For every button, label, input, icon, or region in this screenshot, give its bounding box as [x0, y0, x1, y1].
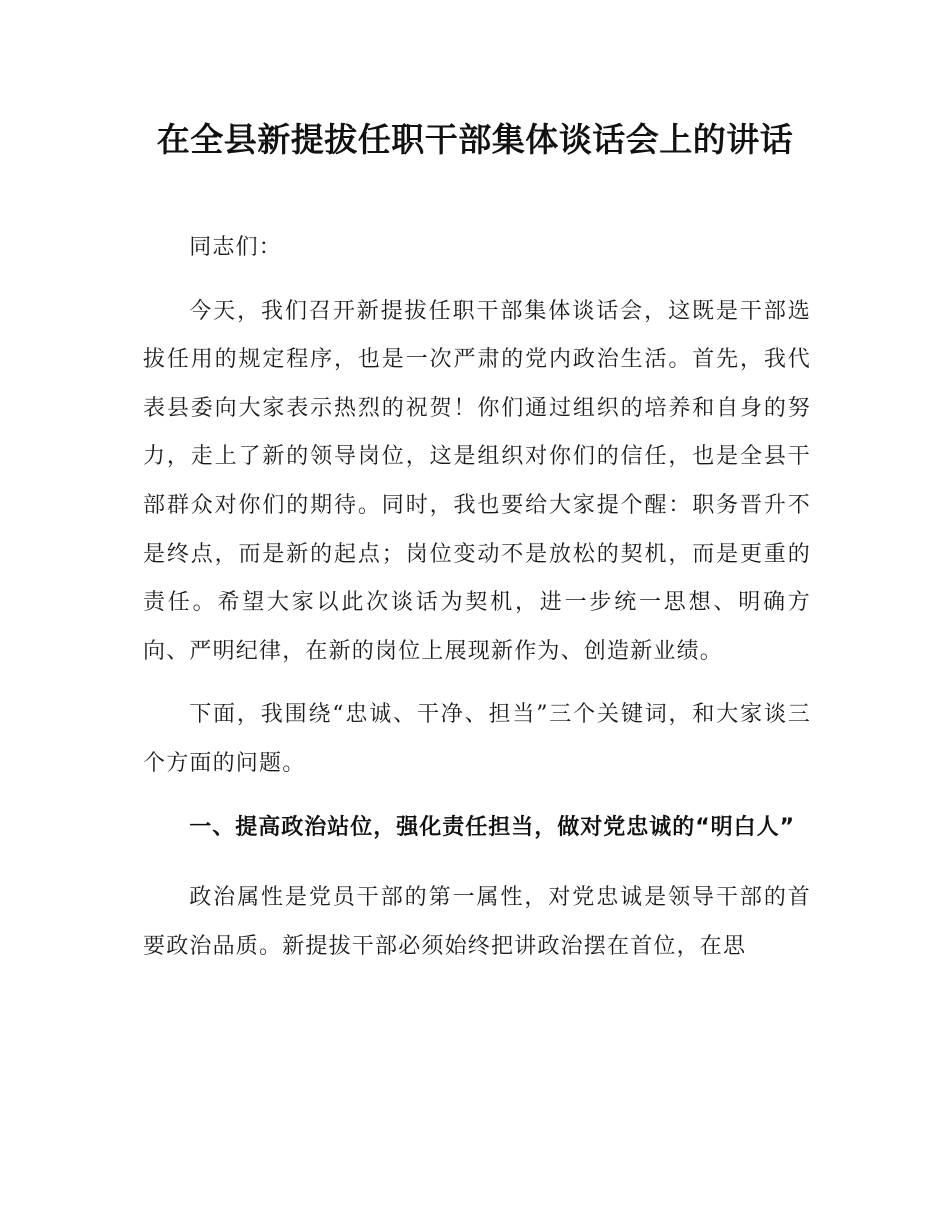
body-paragraph-3: 政治属性是党员干部的第一属性，对党忠诚是领导干部的首要政治品质。新提拔干部必须始终把讲政治摆在首位，在思: [143, 885, 811, 959]
salutation: 同志们：: [189, 235, 282, 260]
body-paragraph-2: 下面，我围绕“忠诚、干净、担当”三个关键词，和大家谈三个方面的问题。: [143, 702, 811, 776]
document-title: 在全县新提拔任职干部集体谈话会上的讲话: [156, 120, 794, 159]
document-body: [143, 224, 811, 971]
body-paragraph-1: 今天，我们召开新提拔任职干部集体谈话会，这既是干部选拔任用的规定程序，也是一次严肃的党内政治生活。首先，我代表县委向大家表示热烈的祝贺！你们通过组织的培养和自身的努力，走上了新的领导岗位，这是组织对你们的信任，也是全县干部群众对你们的期待。同时，我也要给大家提个醒：职务晋升不是终点，而是新的起点；岗位变动不是放松的契机，而是更重的责任。希望大家以此次谈话为契机，进一步统一思想、明确方向、严明纪律，在新的岗位上展现新作为、创造新业绩。: [143, 298, 811, 664]
section-heading-1: 一、提高政治站位，强化责任担当，做对党忠诚的“明白人”: [189, 814, 796, 840]
